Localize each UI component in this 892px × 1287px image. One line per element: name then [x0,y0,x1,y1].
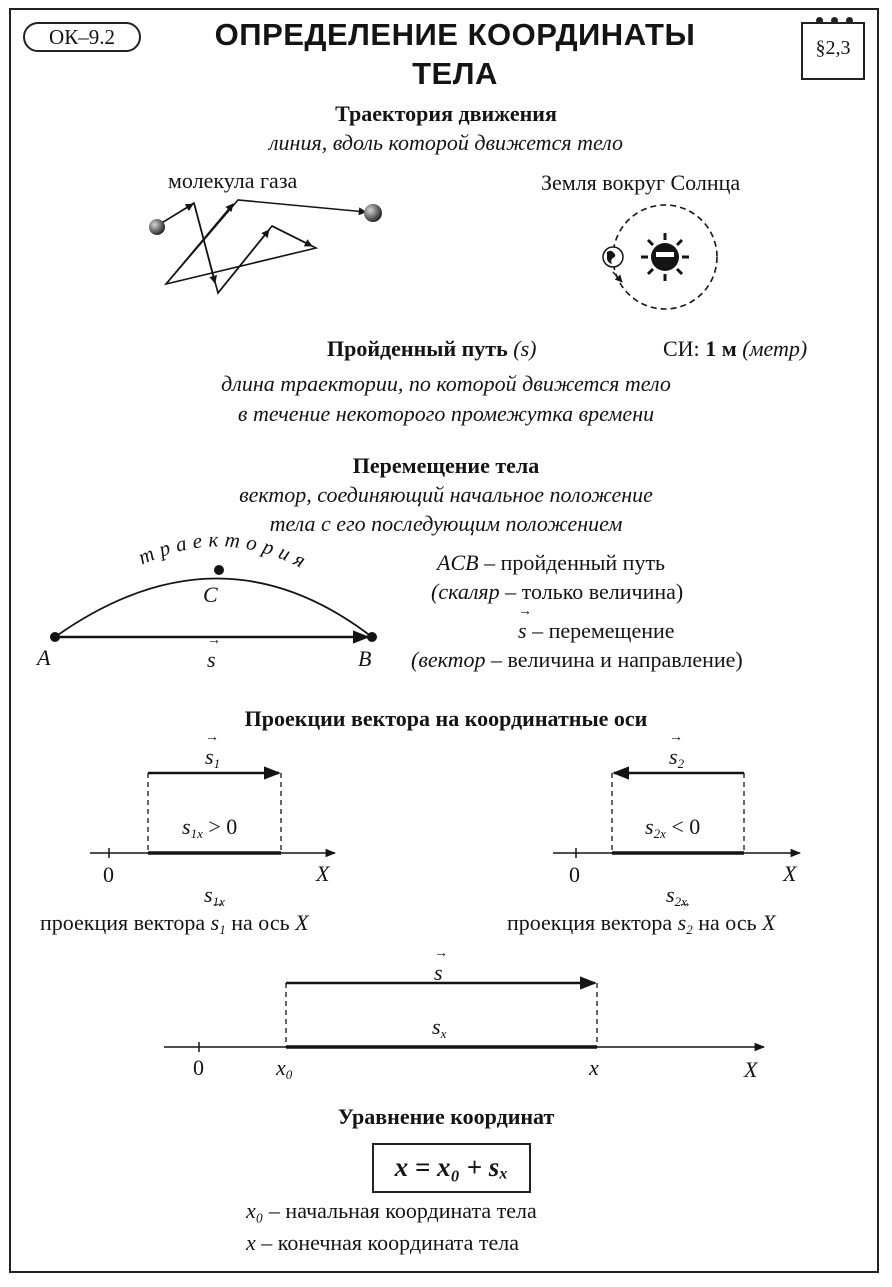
trajectory-heading: Траектория движения [335,101,557,126]
page-title-line1: ОПРЕДЕЛЕНИЕ КООРДИНАТЫ [214,17,696,52]
x-definition: x – конечная координата тела [246,1230,520,1255]
page-title-line2: ТЕЛА [412,56,498,91]
acb-text: – пройденный путь [484,550,666,575]
vector-word: (вектор [411,647,486,672]
gas-molecule-label: молекула газа [168,168,298,193]
trajectory-arc-label: траектория [134,527,316,576]
path-symbol: (s) [513,336,537,361]
s2x-projection-label: $s_{2x}$ [666,882,687,909]
s1x-projection-label: $s_{1x}$ [204,882,225,909]
sun-icon [641,233,689,281]
coordinate-equation: x = x₀ + sₓ [372,1143,531,1193]
vector-s-label: → s [434,960,443,986]
trajectory-arc [55,579,372,638]
scalar-text: – только величина) [505,579,684,604]
acb-symbol: ACB [437,550,479,575]
bottom-zero-label: 0 [193,1055,204,1080]
right-projection-caption: проекция вектора → $s_2$ на ось X [507,910,776,938]
x0-label: $x_0$ [276,1055,293,1082]
vector-s2-label: → $s_2$ [669,744,684,772]
path-heading-text: Пройденный путь [327,336,508,361]
projections-heading: Проекции вектора на координатные оси [244,706,648,731]
scalar-word: (скаляр [431,579,500,604]
path-definition-line1: длина траектории, по которой движется тело [221,371,671,396]
equation-heading: Уравнение координат [337,1104,555,1129]
x-end-label: x [589,1055,599,1080]
left-zero-label: 0 [103,862,114,887]
x0-definition: x₀ – начальная координата тела [246,1198,537,1223]
displacement-definition-line2: тела с его последующим положением [269,511,623,536]
s2x-relation: $s_{2x} < 0$ [645,814,701,841]
sx-label: $s_x$ [432,1014,447,1041]
path-definition-line2: в течение некоторого промежутка времени [237,401,655,426]
displacement-definition-line1: вектор, соединяющий начальное положение [239,482,653,507]
molecule-end-icon [364,204,382,222]
point-a-label: A [37,645,51,670]
displacement-vector-label: → s [207,647,216,673]
point-b-dot [367,632,377,642]
gas-molecule-path [160,200,366,293]
point-b-label: B [358,646,372,671]
right-zero-label: 0 [569,862,580,887]
point-a-dot [50,632,60,642]
earth-icon [603,247,623,282]
displacement-symbol: → s [518,618,527,644]
si-unit-value: 1 м [705,336,737,361]
point-c-dot [214,565,224,575]
trajectory-definition: линия, вдоль которой движется тело [268,130,624,155]
bottom-axis-label: X [744,1057,758,1082]
point-c-label: C [203,582,218,607]
left-axis-label: X [316,861,330,886]
section-number: §2,3 [815,37,851,59]
molecule-start-icon [149,219,165,235]
si-prefix: СИ: [663,336,700,361]
s1x-relation: $s_{1x} > 0$ [182,814,238,841]
displacement-heading: Перемещение тела [352,453,540,478]
vector-s1-label: → $s_1$ [205,744,220,772]
left-projection-caption: проекция вектора → $s_1$ на ось X [40,910,309,938]
vector-text: – величина и направление) [491,647,743,672]
earth-orbit-label: Земля вокруг Солнца [541,170,741,195]
card-code: ОК–9.2 [23,22,141,52]
right-axis-label: X [783,861,797,886]
displacement-text: – перемещение [532,618,675,643]
si-unit-name: (метр) [742,336,808,361]
